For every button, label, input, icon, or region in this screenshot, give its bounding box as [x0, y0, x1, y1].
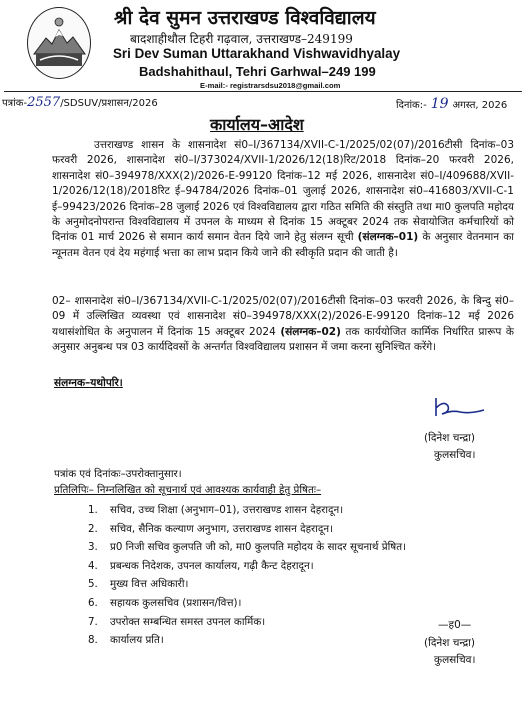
date-month-year: अगस्त, 2026 [452, 100, 508, 111]
list-item: 4. प्रबन्धक निदेशक, उपनल कार्यालय, गढ़ी कैन्ट देहरादून। [88, 559, 314, 572]
signatory-name-copy: (दिनेश चन्द्रा) [424, 637, 475, 649]
reference-suffix: /SDSUV/प्रशासन/2026 [60, 98, 158, 109]
university-name-english: Sri Dev Suman Uttarakhand Vishwavidhyalay [113, 46, 401, 61]
list-item: 8. कार्यालय प्रति। [88, 634, 164, 647]
list-item: 1. सचिव, उच्च शिक्षा (अनुभाग–01), उत्तराखण्ड शासन देहरादून। [88, 504, 344, 516]
reference-number-handwritten: 2557 [27, 95, 61, 110]
enclosure-01-label: (संलग्नक–01) [357, 231, 419, 244]
copy-recipient-list [88, 501, 406, 650]
copy-reference-line: पत्रांक एवं दिनांकः–उपरोक्तानुसार। [54, 468, 182, 480]
university-address-hindi: बादशाहीथौल टिहरी गढ़वाल, उत्तराखण्ड–249199 [130, 32, 353, 46]
enclosure-02-label: (संलग्नक–02) [280, 325, 341, 338]
issue-date [396, 96, 507, 112]
order-paragraph-1: उत्तराखण्ड शासन के शासनादेश सं0–I/367134/XVII-C-1/2025/02(07)/2016टीसी दिनांक–03 फरवरी 2026, शासनादेश सं0–I/373024/XVII-1/2026/12(18)रिट/2018 दिनांक–20 फरवरी 2026, शासनादेश सं0–394978/XXX(2)/2026-E-99120 दिनांक–12 मई 2026, शासनादेश सं0–I/409688/XVII-1/2026/12(18)/2018रिट ई–94784/2026 दिनांक–01 जुलाई 2026, शासनादेश सं0–416803/XVII-C-1 ई–99423/2026 दिनांक–28 जुलाई 2026 एवं विश्वविद्यालय द्वारा गठित समिति की संस्तुति तथा मा0 कुलपति महोदय के अनुमोदनोपरान्त विश्वविद्यालय में उपनल के माध्यम से दिनांक 15 अक्टूबर 2024 तक सेवायोजित कर्मचारियों को दिनांक 01 मार्च 2026 से समान कार्य समान वेतन दिये जाने हेतु संलग्न सूची (संलग्नक–01) के अनुसार वेतनमान का न्यूनतम वेतन एवं देय महंगाई भत्ता का लाभ प्रदान किये जाने की स्वीकृति प्रदान की जाती है। [52, 139, 514, 259]
list-item: 2. सचिव, सैनिक कल्याण अनुभाग, उत्तराखण्ड शासन देहरादून। [88, 522, 334, 535]
signatory-designation: कुलसचिव। [434, 449, 476, 461]
reference-prefix: पत्रांक- [2, 98, 28, 109]
order-paragraph-2: 02– शासनादेश सं0–I/367134/XVII-C-1/2025/02(07)/2016टीसी दिनांक–03 फरवरी 2026, के बिन्दु सं0–09 में उल्लिखित व्यवस्था एवं शासनादेश सं0–394978/XXX(2)/2026-E-99120 दिनांक–12 मई 2026 यथासंशोधित के अनुपालन में दिनांक 15 अक्टूबर 2024 (संलग्नक–02) तक कार्ययोजित कार्मिक निर्धारित प्रारूप के अनुसार अनुबन्ध पत्र 03 कार्यदिवसों के अन्तर्गत विश्वविद्यालय प्रशासन में जमा करना सुनिश्चित करेंगे। [52, 295, 514, 354]
signatory-designation-copy: कुलसचिव। [434, 654, 476, 666]
signatory-name: (दिनेश चन्द्रा) [424, 432, 475, 444]
signed-mark: —ह0— [438, 619, 472, 631]
reference-number [2, 95, 158, 110]
list-item: 7. उपरोक्त सम्बन्धित समस्त उपनल कार्मिक। [88, 615, 266, 628]
date-day-handwritten: 19 [430, 96, 449, 112]
list-item: 5. मुख्य वित्त अधिकारी। [88, 578, 189, 591]
header-divider [4, 91, 522, 92]
list-item: 6. सहायक कुलसचिव (प्रशासन/वित्त)। [88, 596, 242, 609]
order-title: कार्यालय–आदेश [210, 115, 304, 134]
university-address-english: Badshahithaul, Tehri Garhwal–249 199 [139, 64, 376, 79]
university-email: E-mail:- registrarsdsu2018@gmail.com [200, 81, 341, 90]
list-item: 3. प्र0 निजी सचिव कुलपति जी को, मा0 कुलपति महोदय के सादर सूचनार्थ प्रेषित। [88, 541, 407, 554]
university-logo [27, 7, 91, 79]
date-label: दिनांक:- [396, 100, 427, 111]
enclosure-note: संलग्नक–यथोपरि। [54, 377, 123, 389]
university-name-hindi: श्री देव सुमन उत्तराखण्ड विश्वविद्यालय [114, 7, 376, 29]
signature-image [430, 396, 490, 424]
copy-to-line: प्रतिलिपिः– निम्नलिखित को सूचनार्थ एवं आवश्यक कार्यवाही हेतु प्रेषितः– [54, 484, 322, 496]
